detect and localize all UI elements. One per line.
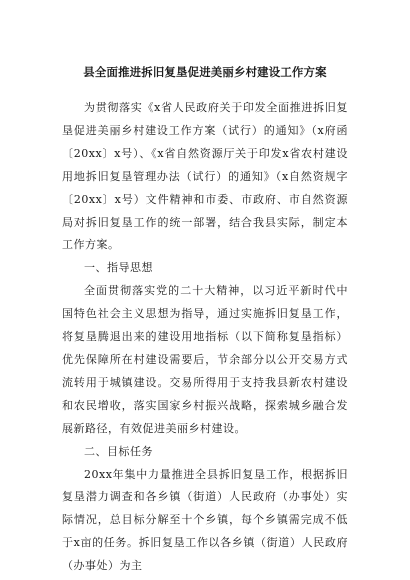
section-body-targets: 20xx年集中力量推进全县拆旧复垦工作，根据拆旧复垦潜力调查和各乡镇（街道）人民政府（办事处）实际情况，总目标分解至十个乡镇，每个乡镇需完成不低于x亩的任务。拆旧复垦工作以各乡镇（街道）人民政府（办事处）为主	[62, 467, 348, 573]
section-heading-targets: 二、目标任务	[84, 444, 153, 458]
section-body-guiding-ideology: 全面贯彻落实党的二十大精神，以习近平新时代中国特色社会主义思想为指导，通过实施拆旧复垦工作，将复垦腾退出来的建设用地指标（以下简称复垦指标）优先保障所在村建设需要后，节余部分以公开交易方式流转用于城镇建设。交易所得用于支持我县新农村建设和农民增收，落实国家乡村振兴战略，探索城乡融合发展新路径，有效促进美丽乡村建设。	[62, 284, 348, 435]
intro-paragraph: 为贯彻落实《x省人民政府关于印发全面推进拆旧复垦促进美丽乡村建设工作方案（试行）的通知》（x府函〔20xx〕x号）、《x省自然资源厅关于印发x省农村建设用地拆旧复垦管理办法（试行）的通知》（x自然资规字〔20xx〕x号）文件精神和市委、市政府、市自然资源局对拆旧复垦工作的统一部署，结合我县实际，制定本工作方案。	[62, 101, 348, 252]
section-heading-guiding-ideology: 一、指导思想	[84, 261, 153, 275]
document-title: 县全面推进拆旧复垦促进美丽乡村建设工作方案	[83, 65, 327, 79]
